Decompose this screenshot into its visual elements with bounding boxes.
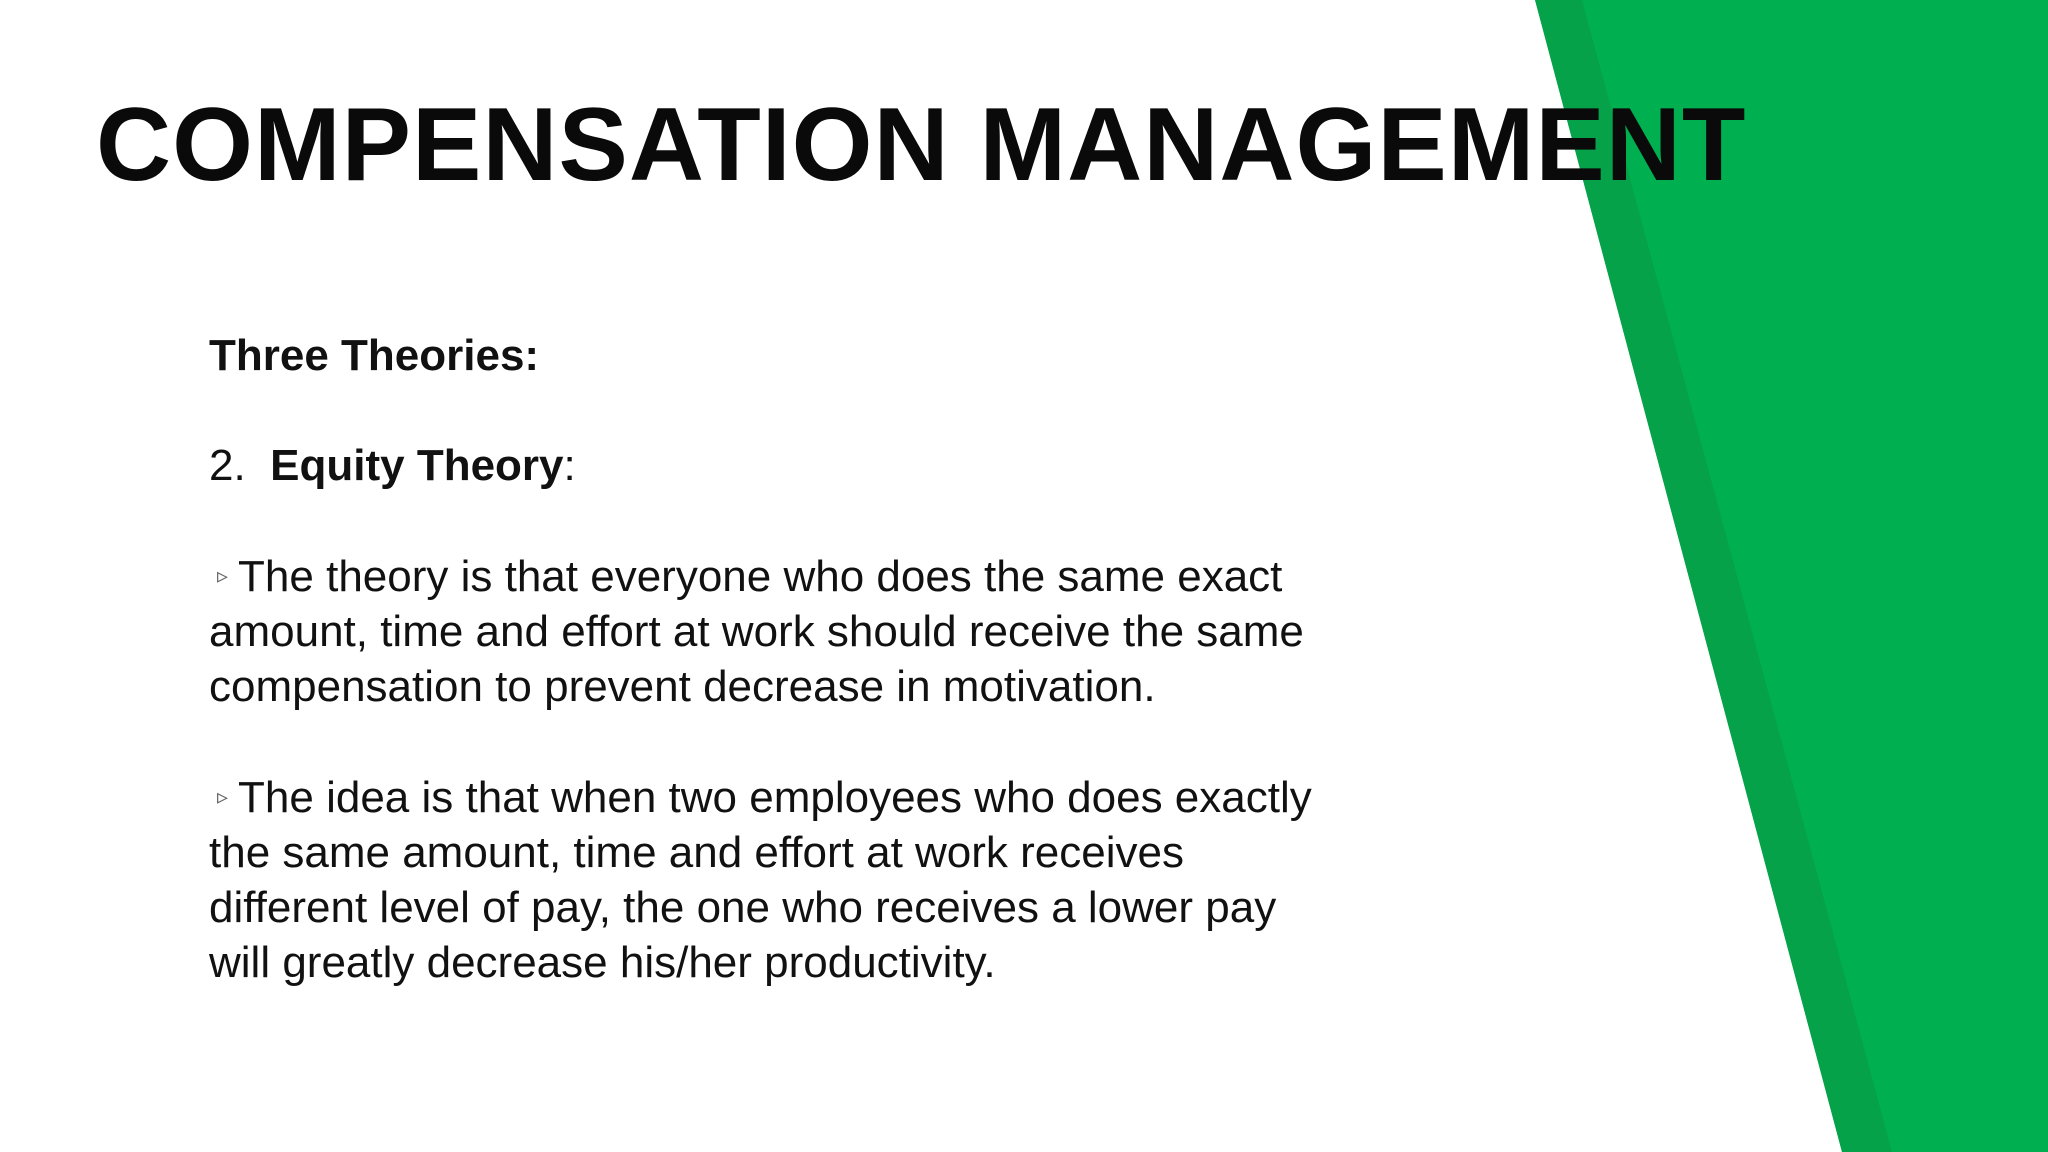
paragraph-1 [209,548,1409,714]
item-suffix: : [563,441,576,490]
paragraph-2-line: the same amount, time and effort at work receives [209,828,1184,877]
paragraph-2-line: will greatly decrease his/her productivity. [209,938,996,987]
slide-body [209,328,1409,990]
numbered-item [209,438,1409,493]
item-number: 2. [209,441,246,490]
section-heading: Three Theories: [209,331,540,380]
paragraph-1-line: compensation to prevent decrease in motivation. [209,662,1156,711]
paragraph-2-line: different level of pay, the one who receives a lower pay [209,883,1277,932]
triangle-bullet-icon: ▹ [217,563,229,588]
triangle-bullet-icon: ▹ [217,784,229,809]
paragraph-1-line: amount, time and effort at work should receive the same [209,607,1304,656]
item-title: Equity Theory [270,441,564,490]
slide-title: COMPENSATION MANAGEMENT [96,87,1747,203]
paragraph-2 [209,769,1409,990]
paragraph-1-line: The theory is that everyone who does the same exact [238,552,1283,601]
paragraph-2-line: The idea is that when two employees who does exactly [238,773,1312,822]
